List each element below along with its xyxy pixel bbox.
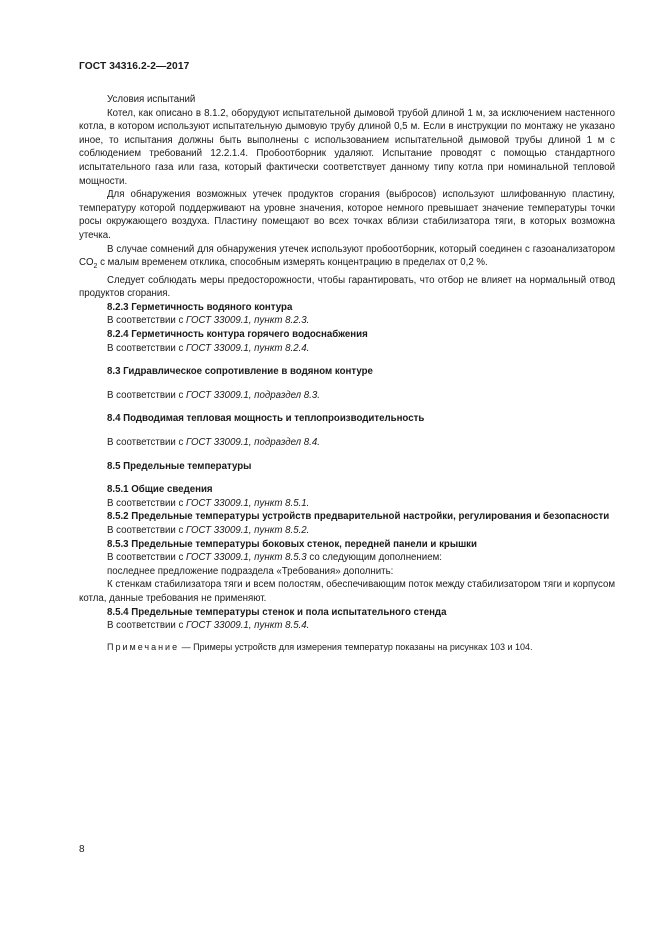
heading-8-3: 8.3 Гидравлическое сопротивление в водяном контуре (107, 366, 373, 378)
reference-8-2-3: В соответствии с ГОСТ 33009.1, пункт 8.2.3. (107, 315, 310, 327)
paragraph-test-4: Следует соблюдать меры предосторожности, чтобы гарантировать, что отбор не влияет на нормальный отвод продуктов сгорания. (79, 274, 615, 300)
paragraph-test-1: Котел, как описано в 8.1.2, оборудуют испытательной дымовой трубой длиной 1 м, за исключением настенного котла, в котором используют испытательную дымовую трубу длиной 0,5 м. Если в инструкции по монтажу не указано иное, то испытания должны быть выполнены с использованием испытательной дымовой трубы длиной 1 м с соблюдением требований 12.2.1.4. Пробоотборник удаляют. Испытание проводят с помощью стандартного испытательного газа или газа, который фактически соответствует данному типу котла при номинальной тепловой мощности. (79, 107, 615, 187)
paragraph-test-2: Для обнаружения возможных утечек продуктов сгорания (выбросов) используют шлифованную пластину, температуру которой поддерживают на уровне значения, которое немного превышает значение температуры точки росы окружающего воздуха. Пластину помещают во всех точках вблизи стабилизатора тяги, в которых возможна утечка. (79, 189, 615, 241)
heading-8-5-2: 8.5.2 Предельные температуры устройств предварительной настройки, регулирования и безопасности (107, 511, 610, 523)
document-body (79, 93, 615, 654)
reference-8-5-4: В соответствии с ГОСТ 33009.1, пункт 8.5.4. (107, 620, 310, 632)
reference-8-5-1: В соответствии с ГОСТ 33009.1, пункт 8.5.1. (107, 497, 310, 509)
paragraph-conditions-title: Условия испытаний (107, 94, 196, 105)
paragraph-addition-2: К стенкам стабилизатора тяги и всем полостям, обеспечивающим поток между стабилизатором тяги и корпусом котла, данные требования не применяют. (79, 579, 615, 604)
heading-8-2-3: 8.2.3 Герметичность водяного контура (107, 301, 293, 313)
heading-8-5-3: 8.5.3 Предельные температуры боковых стенок, передней панели и крышки (107, 538, 477, 550)
paragraph-test-3: В случае сомнений для обнаружения утечек используют пробоотборник, который соединен с газоанализатором $CO_2$ с малым временем отклика, способным измерять концентрацию в пределах от 0,2 %. (79, 243, 615, 271)
reference-8-2-4: В соответствии с ГОСТ 33009.1, пункт 8.2.4. (107, 342, 310, 354)
heading-8-5-1: 8.5.1 Общие сведения (107, 484, 213, 496)
note: Примечание — Примеры устройств для измерения температур показаны на рисунках 103 и 104. (107, 641, 533, 652)
paragraph-addition-1: последнее предложение подраздела «Требования» дополнить: (107, 565, 394, 577)
reference-8-5-3: В соответствии с ГОСТ 33009.1, пункт 8.5.3 со следующим дополнением: (107, 552, 442, 564)
page-number: 8 (79, 844, 85, 855)
document-header: ГОСТ 34316.2-2—2017 (79, 61, 190, 72)
heading-8-5-4: 8.5.4 Предельные температуры стенок и пола испытательного стенда (107, 606, 447, 618)
note-label: Примечание (107, 641, 180, 652)
heading-8-2-4: 8.2.4 Герметичность контура горячего водоснабжения (107, 329, 368, 341)
heading-8-4: 8.4 Подводимая тепловая мощность и теплопроизводительность (107, 413, 425, 425)
heading-8-5: 8.5 Предельные температуры (107, 460, 252, 472)
reference-8-3: В соответствии с ГОСТ 33009.1, подраздел 8.3. (107, 389, 320, 401)
reference-8-5-2: В соответствии с ГОСТ 33009.1, пункт 8.5.2. (107, 524, 310, 536)
reference-8-4: В соответствии с ГОСТ 33009.1, подраздел 8.4. (107, 437, 320, 448)
